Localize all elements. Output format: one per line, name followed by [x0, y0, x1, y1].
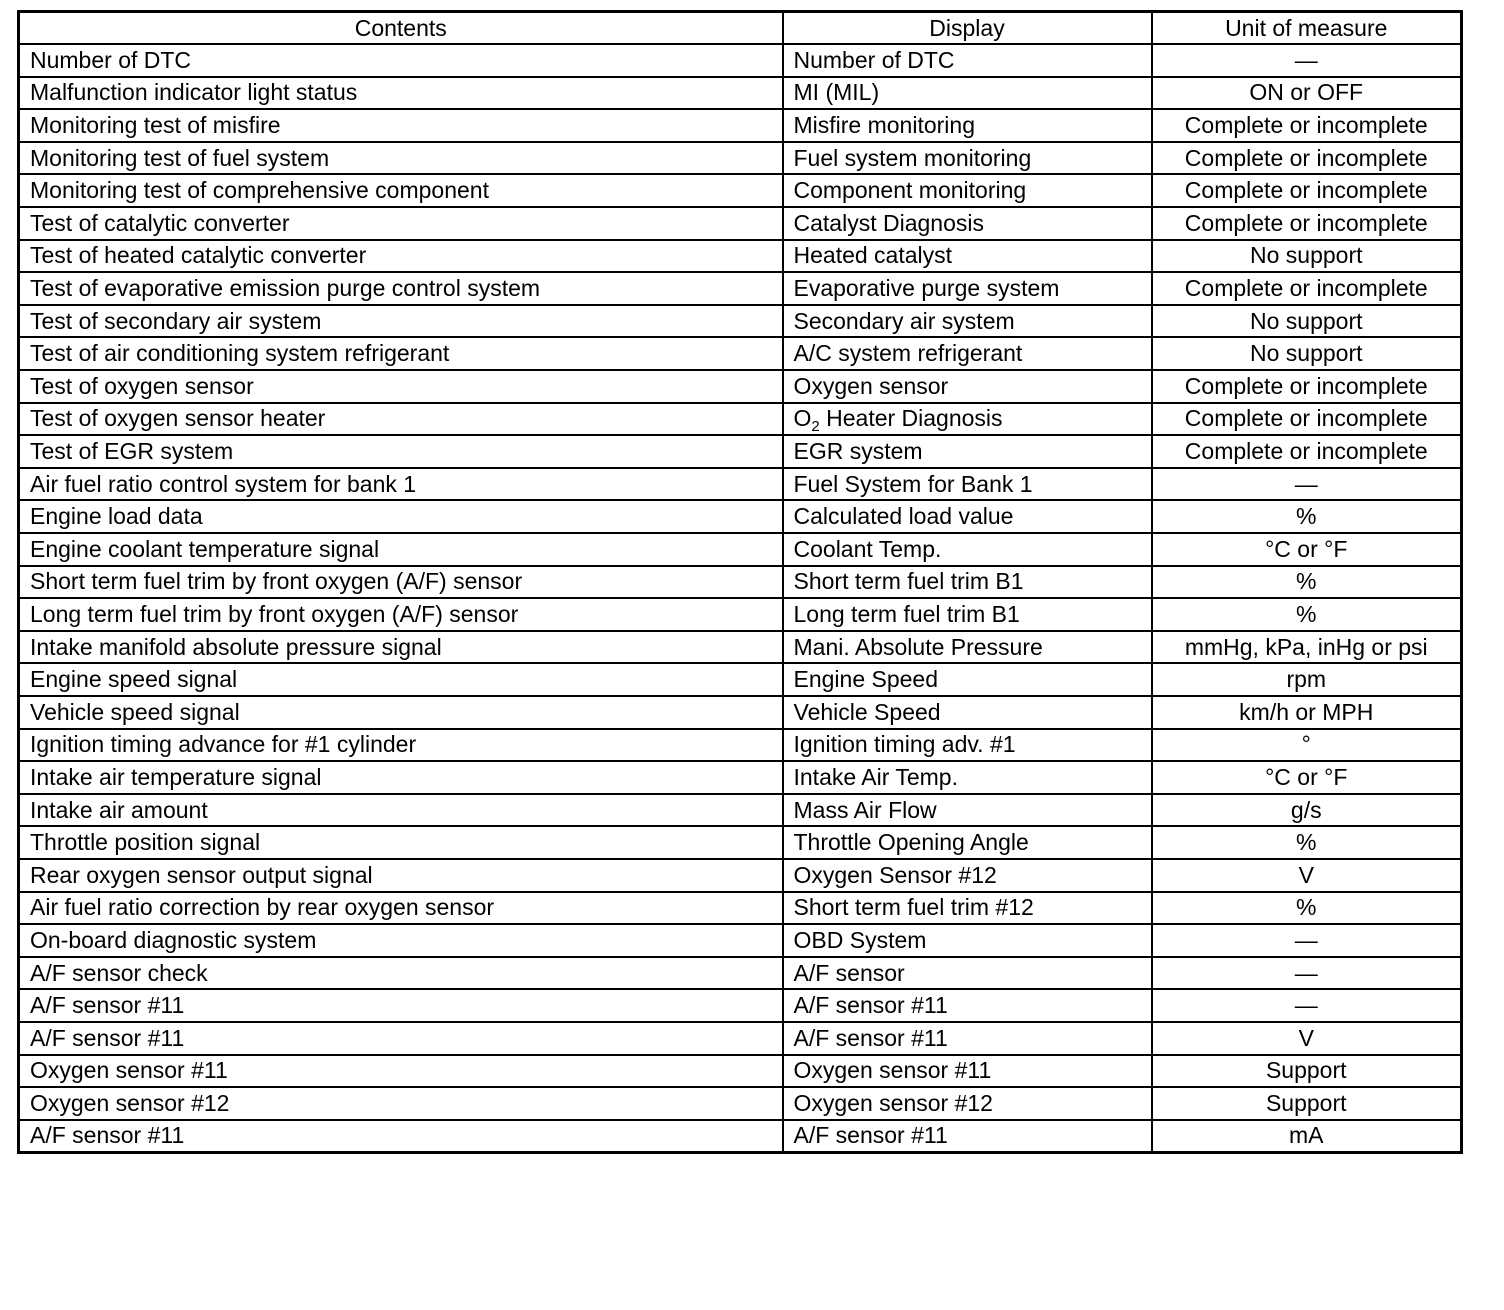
- cell-unit: g/s: [1152, 794, 1462, 827]
- table-row: [19, 305, 1462, 338]
- cell-unit: Complete or incomplete: [1152, 109, 1462, 142]
- cell-contents: A/F sensor #11: [19, 989, 783, 1022]
- cell-display: Mani. Absolute Pressure: [783, 631, 1152, 664]
- cell-unit: V: [1152, 1022, 1462, 1055]
- cell-contents: On-board diagnostic system: [19, 924, 783, 957]
- cell-unit: No support: [1152, 240, 1462, 273]
- cell-contents: Test of air conditioning system refrigerant: [19, 337, 783, 370]
- header-display: Display: [783, 12, 1152, 45]
- table-row: [19, 598, 1462, 631]
- display-subscript: 2: [811, 418, 820, 436]
- cell-contents: Intake manifold absolute pressure signal: [19, 631, 783, 664]
- cell-unit: °: [1152, 729, 1462, 762]
- table-row: [19, 957, 1462, 990]
- cell-contents: Air fuel ratio control system for bank 1: [19, 468, 783, 501]
- cell-display: Coolant Temp.: [783, 533, 1152, 566]
- cell-unit: Support: [1152, 1055, 1462, 1088]
- cell-display: Mass Air Flow: [783, 794, 1152, 827]
- cell-display: Vehicle Speed: [783, 696, 1152, 729]
- cell-unit: °C or °F: [1152, 533, 1462, 566]
- cell-contents: Rear oxygen sensor output signal: [19, 859, 783, 892]
- cell-unit: —: [1152, 989, 1462, 1022]
- cell-contents: Engine speed signal: [19, 663, 783, 696]
- table-row: [19, 761, 1462, 794]
- cell-unit: km/h or MPH: [1152, 696, 1462, 729]
- table-row: [19, 403, 1462, 436]
- table-row: [19, 794, 1462, 827]
- cell-unit: Complete or incomplete: [1152, 403, 1462, 436]
- cell-contents: Throttle position signal: [19, 826, 783, 859]
- cell-display: Intake Air Temp.: [783, 761, 1152, 794]
- cell-unit: Support: [1152, 1087, 1462, 1120]
- cell-unit: —: [1152, 924, 1462, 957]
- cell-display: A/F sensor #11: [783, 1022, 1152, 1055]
- cell-unit: Complete or incomplete: [1152, 207, 1462, 240]
- cell-unit: No support: [1152, 337, 1462, 370]
- cell-unit: ON or OFF: [1152, 77, 1462, 110]
- cell-unit: rpm: [1152, 663, 1462, 696]
- cell-unit: —: [1152, 957, 1462, 990]
- cell-display: MI (MIL): [783, 77, 1152, 110]
- table-row: [19, 631, 1462, 664]
- header-unit-of-measure: Unit of measure: [1152, 12, 1462, 45]
- cell-display: Component monitoring: [783, 174, 1152, 207]
- cell-display: Evaporative purge system: [783, 272, 1152, 305]
- table-row: [19, 142, 1462, 175]
- cell-unit: %: [1152, 892, 1462, 925]
- table-row: [19, 77, 1462, 110]
- table-row: [19, 370, 1462, 403]
- table-row: [19, 892, 1462, 925]
- cell-display: Oxygen Sensor #12: [783, 859, 1152, 892]
- table-row: [19, 696, 1462, 729]
- cell-unit: Complete or incomplete: [1152, 370, 1462, 403]
- cell-display: Secondary air system: [783, 305, 1152, 338]
- cell-display: Heated catalyst: [783, 240, 1152, 273]
- table-row: [19, 1055, 1462, 1088]
- cell-display: Ignition timing adv. #1: [783, 729, 1152, 762]
- table-body: [19, 44, 1462, 1152]
- cell-unit: V: [1152, 859, 1462, 892]
- cell-display: Oxygen sensor: [783, 370, 1152, 403]
- cell-contents: Vehicle speed signal: [19, 696, 783, 729]
- cell-display: Oxygen sensor #12: [783, 1087, 1152, 1120]
- table-header-row: [19, 12, 1462, 45]
- cell-display: A/C system refrigerant: [783, 337, 1152, 370]
- cell-contents: Intake air amount: [19, 794, 783, 827]
- table-row: [19, 924, 1462, 957]
- cell-display: Calculated load value: [783, 500, 1152, 533]
- cell-unit: Complete or incomplete: [1152, 142, 1462, 175]
- cell-contents: Test of secondary air system: [19, 305, 783, 338]
- cell-contents: Test of heated catalytic converter: [19, 240, 783, 273]
- cell-contents: A/F sensor check: [19, 957, 783, 990]
- table-row: [19, 989, 1462, 1022]
- cell-contents: Air fuel ratio correction by rear oxygen sensor: [19, 892, 783, 925]
- cell-display: Fuel System for Bank 1: [783, 468, 1152, 501]
- cell-display: Fuel system monitoring: [783, 142, 1152, 175]
- cell-contents: Long term fuel trim by front oxygen (A/F) sensor: [19, 598, 783, 631]
- cell-contents: Test of oxygen sensor heater: [19, 403, 783, 436]
- cell-contents: Oxygen sensor #12: [19, 1087, 783, 1120]
- cell-contents: Test of catalytic converter: [19, 207, 783, 240]
- table-row: [19, 663, 1462, 696]
- cell-contents: Test of oxygen sensor: [19, 370, 783, 403]
- cell-contents: Intake air temperature signal: [19, 761, 783, 794]
- table-row: [19, 826, 1462, 859]
- table-row: [19, 859, 1462, 892]
- cell-display: Short term fuel trim B1: [783, 566, 1152, 599]
- cell-contents: Engine coolant temperature signal: [19, 533, 783, 566]
- cell-display: A/F sensor: [783, 957, 1152, 990]
- cell-unit: %: [1152, 826, 1462, 859]
- table-row: [19, 500, 1462, 533]
- display-text-rest: Heater Diagnosis: [819, 405, 1003, 432]
- cell-contents: Ignition timing advance for #1 cylinder: [19, 729, 783, 762]
- display-text: O: [793, 405, 812, 432]
- table-row: [19, 174, 1462, 207]
- cell-display: Throttle Opening Angle: [783, 826, 1152, 859]
- cell-display: Oxygen sensor #11: [783, 1055, 1152, 1088]
- cell-unit: —: [1152, 44, 1462, 77]
- cell-unit: Complete or incomplete: [1152, 272, 1462, 305]
- cell-display: Misfire monitoring: [783, 109, 1152, 142]
- table-row: [19, 1022, 1462, 1055]
- table-row: [19, 533, 1462, 566]
- table-row: [19, 207, 1462, 240]
- table-row: [19, 435, 1462, 468]
- cell-display: A/F sensor #11: [783, 989, 1152, 1022]
- cell-unit: Complete or incomplete: [1152, 435, 1462, 468]
- cell-contents: A/F sensor #11: [19, 1022, 783, 1055]
- table-row: [19, 468, 1462, 501]
- cell-unit: No support: [1152, 305, 1462, 338]
- cell-unit: °C or °F: [1152, 761, 1462, 794]
- cell-contents: Malfunction indicator light status: [19, 77, 783, 110]
- cell-contents: Number of DTC: [19, 44, 783, 77]
- cell-display: Short term fuel trim #12: [783, 892, 1152, 925]
- cell-contents: Monitoring test of fuel system: [19, 142, 783, 175]
- cell-display: Engine Speed: [783, 663, 1152, 696]
- table-row: [19, 1087, 1462, 1120]
- cell-display: Catalyst Diagnosis: [783, 207, 1152, 240]
- cell-contents: A/F sensor #11: [19, 1120, 783, 1153]
- cell-contents: Engine load data: [19, 500, 783, 533]
- table-row: [19, 44, 1462, 77]
- cell-unit: mmHg, kPa, inHg or psi: [1152, 631, 1462, 664]
- cell-contents: Short term fuel trim by front oxygen (A/F) sensor: [19, 566, 783, 599]
- cell-contents: Monitoring test of comprehensive component: [19, 174, 783, 207]
- cell-unit: mA: [1152, 1120, 1462, 1153]
- table-row: [19, 729, 1462, 762]
- cell-display: EGR system: [783, 435, 1152, 468]
- cell-display: A/F sensor #11: [783, 1120, 1152, 1153]
- table-row: [19, 337, 1462, 370]
- cell-unit: %: [1152, 566, 1462, 599]
- table-row: [19, 240, 1462, 273]
- cell-contents: Test of EGR system: [19, 435, 783, 468]
- cell-contents: Monitoring test of misfire: [19, 109, 783, 142]
- table-row: [19, 109, 1462, 142]
- cell-unit: %: [1152, 500, 1462, 533]
- table-row: [19, 1120, 1462, 1153]
- cell-display: Long term fuel trim B1: [783, 598, 1152, 631]
- cell-unit: Complete or incomplete: [1152, 174, 1462, 207]
- cell-unit: %: [1152, 598, 1462, 631]
- data-items-table: [17, 10, 1463, 1154]
- cell-unit: —: [1152, 468, 1462, 501]
- cell-display: Number of DTC: [783, 44, 1152, 77]
- cell-display: [783, 403, 1152, 436]
- cell-display: OBD System: [783, 924, 1152, 957]
- cell-contents: Oxygen sensor #11: [19, 1055, 783, 1088]
- header-contents: Contents: [19, 12, 783, 45]
- table-row: [19, 566, 1462, 599]
- table-row: [19, 272, 1462, 305]
- cell-contents: Test of evaporative emission purge control system: [19, 272, 783, 305]
